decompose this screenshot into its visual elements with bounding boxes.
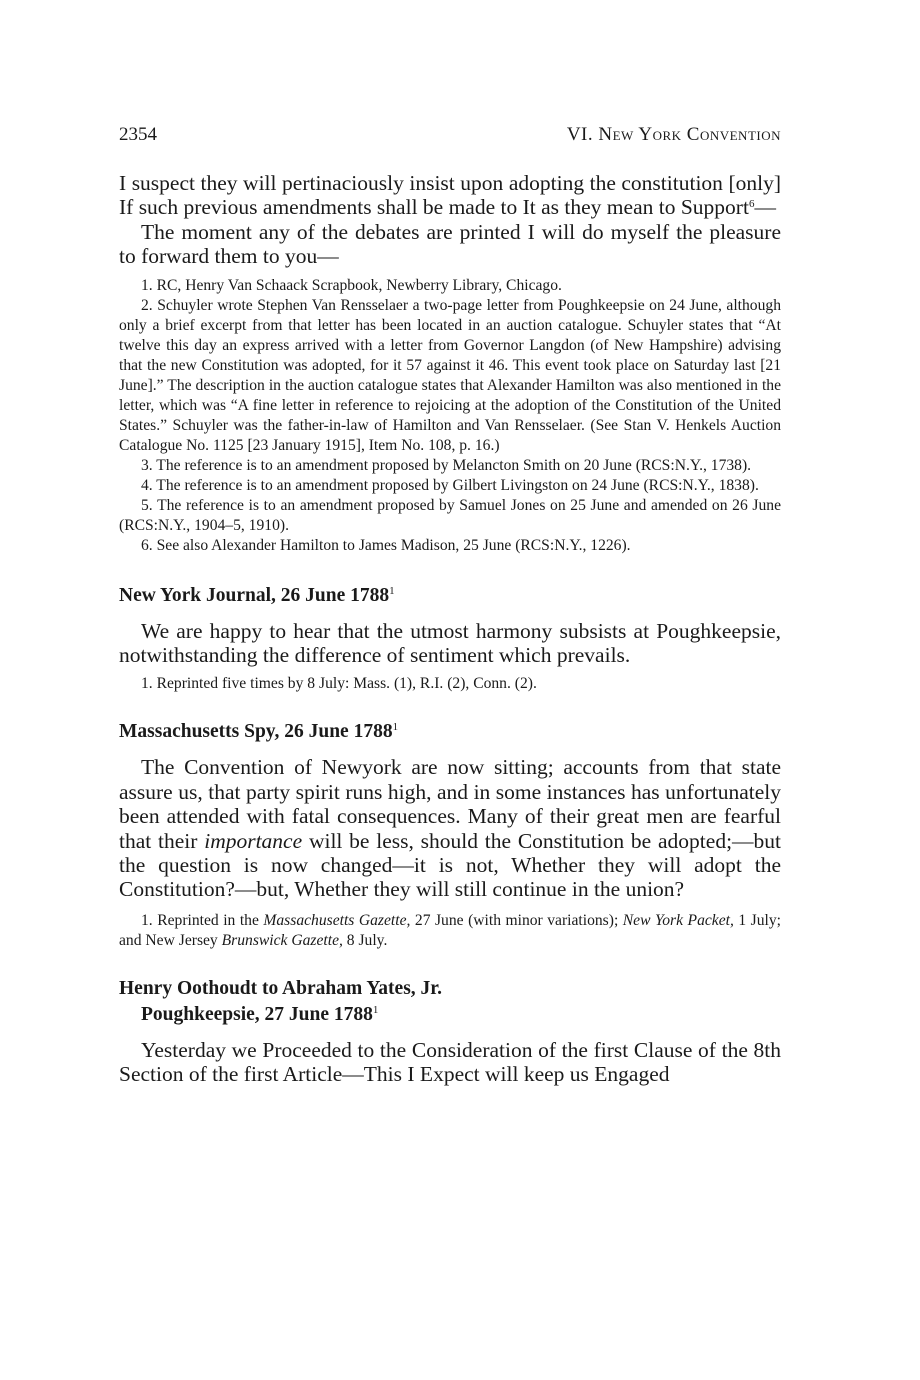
section-paragraph: The Convention of Newyork are now sitting; accounts from that state assure us, that party spirit runs high, and in some instances has unfortunately been attended with fatal consequences. Many of their great men are fearful that their importance will be less, should the Constitution be adopted;—but the question is now changed—it is not, Whether they will adopt the Constitution?—but, Whether they will still continue in the union?: [119, 755, 782, 902]
section-paragraph: Yesterday we Proceeded to the Consideration of the first Clause of the 8th Section of the first Article—This I Expect will keep us Engaged: [119, 1037, 781, 1087]
letter-paragraph: The moment any of the debates are printed I will do myself the pleasure to forward them to you—: [119, 219, 781, 269]
footnote-ref: 6: [748, 198, 755, 211]
section-paragraph: We are happy to hear that the utmost harmony subsists at Poughkeepsie, notwithstanding the difference of sentiment which prevails.: [119, 618, 781, 668]
footnote: 1. Reprinted five times by 8 July: Mass. (1), R.I. (2), Conn. (2).: [141, 675, 537, 693]
footnote: 1. Reprinted in the Massachusetts Gazette, 27 June (with minor variations); New York Packet, 1 July; and New Jersey Brunswick Gazette, 8 July.: [119, 911, 781, 949]
footnotes: [119, 276, 781, 556]
footnote: 3. The reference is to an amendment proposed by Melancton Smith on 20 June (RCS:N.Y., 1738).: [141, 456, 752, 474]
section-heading: Henry Oothoudt to Abraham Yates, Jr.: [119, 977, 443, 999]
section-heading-dateline: Poughkeepsie, 27 June 1788$^1$: [141, 1003, 379, 1025]
footnote: 6. See also Alexander Hamilton to James Madison, 25 June (RCS:N.Y., 1226).: [141, 536, 631, 554]
footnote: 2. Schuyler wrote Stephen Van Rensselaer a two-page letter from Poughkeepsie on 24 June, although only a brief excerpt from that letter has been located in an auction catalogue. Schuyler states that “At twelve this day an express arrived with a letter from Governor Langdon (of New Hampshire) advising that the new Constitution was adopted, for it 57 against it 46. This event took place on Saturday last [21 June].” The description in the auction catalogue states that Alexander Hamilton was also mentioned in the letter, which was “A fine letter in reference to rejoicing at the adoption of the Constitution of the United States.” Schuyler was the father-in-law of Hamilton and Van Rensselaer. (See Stan V. Henkels Auction Catalogue No. 1125 [23 January 1915], Item No. 108, p. 16.): [119, 296, 781, 454]
section-heading: New York Journal, 26 June 1788$^1$: [119, 584, 395, 606]
footnote: 5. The reference is to an amendment proposed by Samuel Jones on 25 June and amended on 26 June (RCS:N.Y., 1904–5, 1910).: [119, 496, 781, 534]
footnotes: [119, 674, 781, 694]
letter-continuation: [119, 171, 781, 556]
running-title: VI. New York Convention: [566, 124, 781, 145]
section-massachusetts-spy: [119, 719, 781, 950]
footnote: 1. RC, Henry Van Schaack Scrapbook, Newberry Library, Chicago.: [141, 276, 562, 294]
footnote: 4. The reference is to an amendment proposed by Gilbert Livingston on 24 June (RCS:N.Y., 1838).: [141, 476, 759, 494]
footnotes: [119, 911, 781, 951]
section-new-york-journal: [119, 583, 781, 695]
document-page: [119, 122, 781, 1087]
section-heading: Massachusetts Spy, 26 June 1788$^1$: [119, 721, 399, 743]
section-oothoudt-letter: [119, 976, 781, 1087]
page-number: 2354: [119, 124, 157, 145]
running-header: [119, 122, 781, 148]
letter-paragraph: I suspect they will pertinaciously insist upon adopting the constitution [only] If such previous amendments shall be made to It as they mean to Support$^6$—: [119, 171, 781, 220]
